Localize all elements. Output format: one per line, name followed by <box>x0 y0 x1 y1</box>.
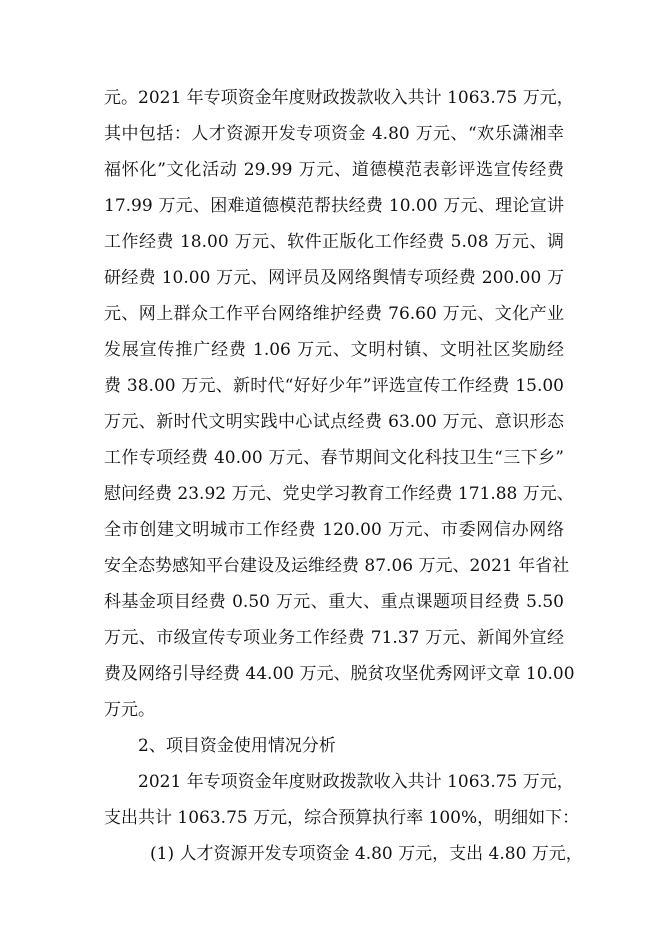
body-text-line: 万元。 <box>104 700 155 720</box>
body-text-line: 元。2021 年专项资金年度财政拨款收入共计 1063.75 万元， <box>104 88 574 108</box>
body-text-line: 万元、新时代文明实践中心试点经费 63.00 万元、意识形态 <box>104 412 564 432</box>
list-item: (1) 人才资源开发专项资金 4.80 万元，支出 4.80 万元， <box>150 844 583 864</box>
body-text-line: 费及网络引导经费 44.00 万元、脱贫攻坚优秀网评文章 10.00 <box>104 664 575 684</box>
body-text-line: 费 38.00 万元、新时代“好好少年”评选宣传工作经费 15.00 <box>104 376 564 396</box>
body-text-line: 发展宣传推广经费 1.06 万元、文明村镇、文明社区奖励经 <box>104 340 564 360</box>
body-text-line: 福怀化”文化活动 29.99 万元、道德模范表彰评选宣传经费 <box>104 160 564 180</box>
body-text-line: 工作经费 18.00 万元、软件正版化工作经费 5.08 万元、调 <box>104 232 564 252</box>
body-text-line: 支出共计 1063.75 万元，综合预算执行率 100%，明细如下： <box>104 808 580 828</box>
body-text-line: 其中包括：人才资源开发专项资金 4.80 万元、“欢乐潇湘幸 <box>104 124 564 144</box>
section-heading: 2、项目资金使用情况分析 <box>138 736 336 756</box>
body-text-line: 慰问经费 23.92 万元、党史学习教育工作经费 171.88 万元、 <box>104 484 574 504</box>
body-text-line: 研经费 10.00 万元、网评员及网络舆情专项经费 200.00 万 <box>104 268 564 288</box>
body-text-line: 元、网上群众工作平台网络维护经费 76.60 万元、文化产业 <box>104 304 564 324</box>
body-text-line: 工作专项经费 40.00 万元、春节期间文化科技卫生“三下乡” <box>104 448 564 468</box>
body-text-line: 万元、市级宣传专项业务工作经费 71.37 万元、新闻外宣经 <box>104 628 564 648</box>
body-text-line: 安全态势感知平台建设及运维经费 87.06 万元、2021 年省社 <box>104 556 570 576</box>
body-text-line: 全市创建文明城市工作经费 120.00 万元、市委网信办网络 <box>104 520 564 540</box>
body-text-line: 17.99 万元、困难道德模范帮扶经费 10.00 万元、理论宣讲 <box>104 196 564 216</box>
body-text-line: 2021 年专项资金年度财政拨款收入共计 1063.75 万元， <box>138 772 574 792</box>
body-text-line: 科基金项目经费 0.50 万元、重大、重点课题项目经费 5.50 <box>104 592 564 612</box>
